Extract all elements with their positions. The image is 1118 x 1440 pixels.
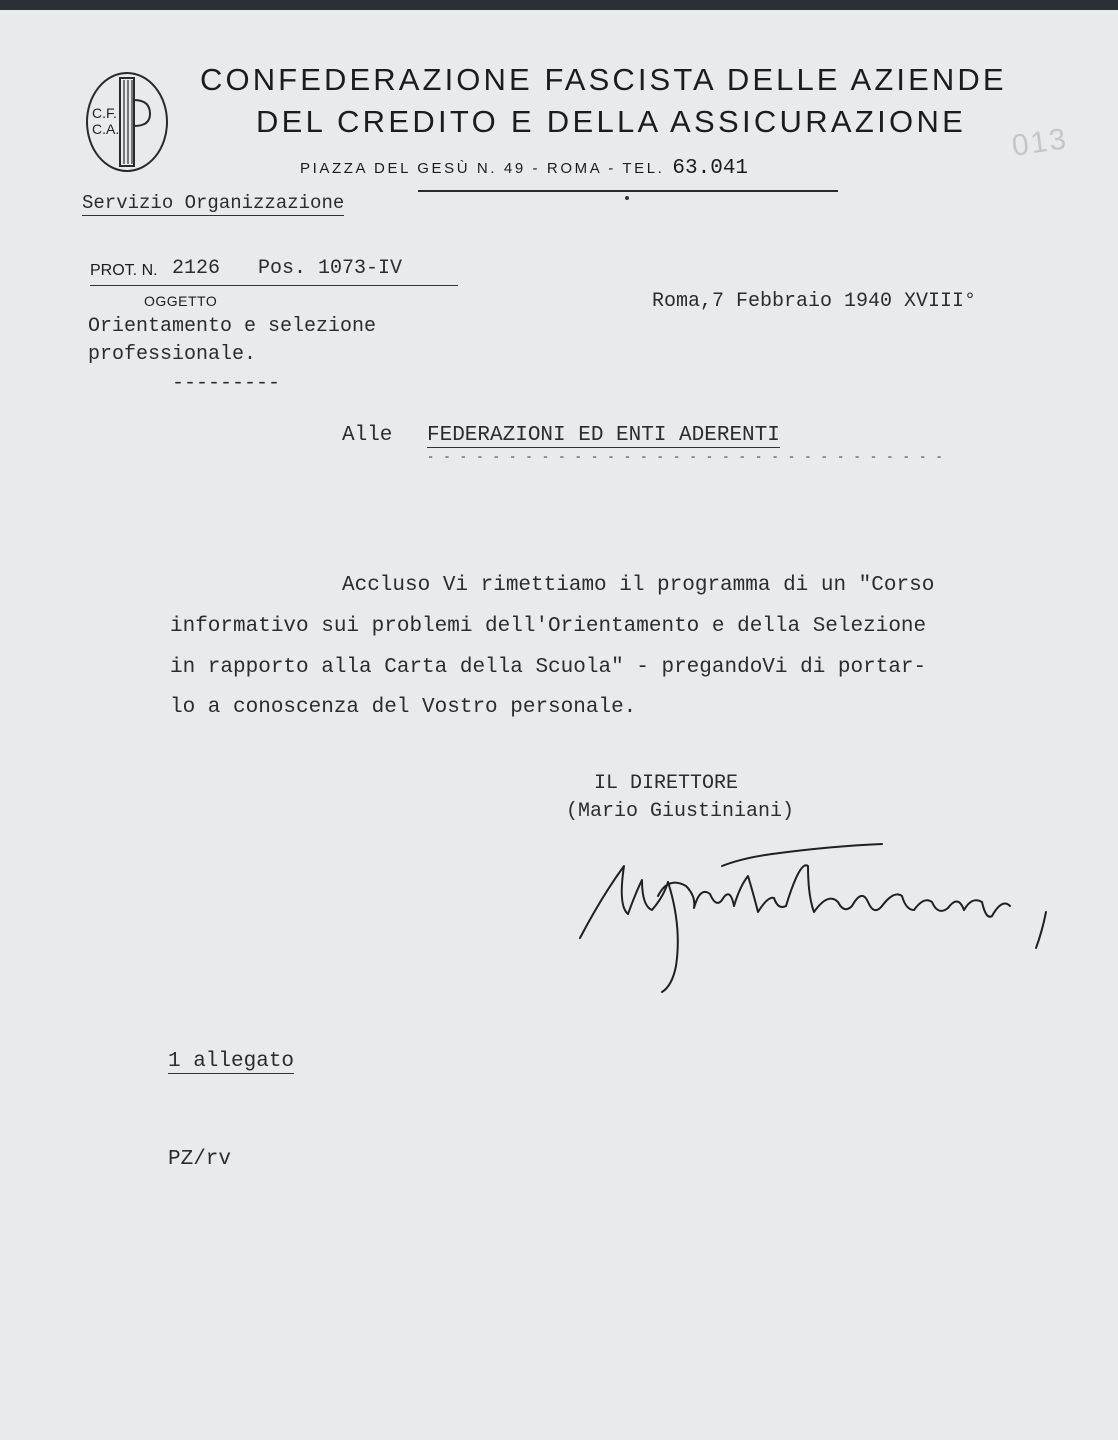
recipient-underline: - - - - - - - - - - - - - - - - - - - - - - - - - - - - - - - - xyxy=(427,450,944,464)
enclosure-note: 1 allegato xyxy=(168,1050,295,1073)
svg-text:C.A.: C.A. xyxy=(92,121,120,137)
telephone-number: 63.041 xyxy=(672,157,749,180)
position-number: Pos. 1073-IV xyxy=(258,257,403,280)
body-line-4: lo a conoscenza del Vostro personale. xyxy=(170,696,637,719)
subject-separator: --------- xyxy=(172,372,281,395)
signatory-name: (Mario Giustiniani) xyxy=(566,800,795,823)
subject-line-2: professionale. xyxy=(88,343,257,366)
protocol-label: PROT. N. xyxy=(90,262,158,279)
letterhead-rule xyxy=(418,190,838,192)
letterhead-line-2: DEL CREDITO E DELLA ASSICURAZIONE xyxy=(256,104,967,139)
body-line-1: Accluso Vi rimettiamo il programma di un "Corso xyxy=(342,574,935,597)
recipient-name: FEDERAZIONI ED ENTI ADERENTI xyxy=(427,424,780,447)
department-line: Servizio Organizzazione xyxy=(82,192,345,214)
dateline: Roma,7 Febbraio 1940 XVIII° xyxy=(652,290,977,313)
address-text: PIAZZA DEL GESÙ N. 49 - ROMA - TEL. xyxy=(300,160,665,177)
protocol-number: 2126 xyxy=(172,257,221,280)
letterhead-line-1: CONFEDERAZIONE FASCISTA DELLE AZIENDE xyxy=(200,62,1007,97)
subject-line-1: Orientamento e selezione xyxy=(88,315,377,338)
signatory-title: IL DIRETTORE xyxy=(594,772,739,795)
body-line-3: in rapporto alla Carta della Scuola" - pregandoVi di portar- xyxy=(170,656,927,679)
protocol-rule xyxy=(90,285,458,286)
body-line-2: informativo sui problemi dell'Orientamento e della Selezione xyxy=(170,615,927,638)
letterhead-address xyxy=(300,157,748,180)
recipient-prefix: Alle xyxy=(342,424,393,447)
archive-number: 013 xyxy=(1009,122,1071,163)
subject-label: OGGETTO xyxy=(144,293,218,309)
reference-initials: PZ/rv xyxy=(168,1148,232,1171)
handwritten-signature xyxy=(572,836,1062,996)
svg-text:C.F.: C.F. xyxy=(92,105,117,121)
letterhead-dot xyxy=(625,196,629,200)
confederation-logo xyxy=(84,70,170,174)
